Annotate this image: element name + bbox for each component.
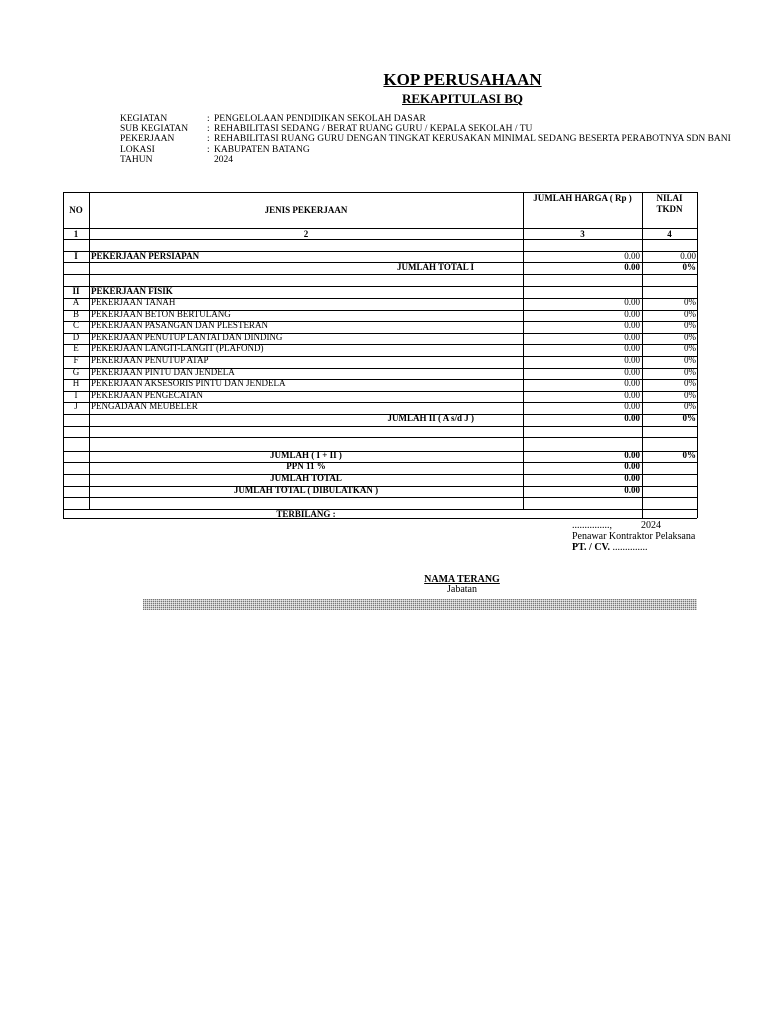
item-jumlah: 0.00: [624, 355, 640, 365]
summary-label: PPN 11 %: [286, 461, 326, 472]
info-label: KEGIATAN: [120, 114, 168, 124]
item-no: G: [72, 366, 80, 377]
summary-label: JUMLAH TOTAL ( DIBULATKAN ): [233, 484, 379, 495]
item-no: J: [74, 401, 78, 412]
item-name: PEKERJAAN LANGIT-LANGIT (PLAFOND): [91, 343, 264, 354]
item-no: C: [72, 320, 79, 331]
row-line: [63, 437, 697, 438]
total-tkdn: 0%: [682, 413, 696, 423]
section-number: I: [74, 251, 78, 261]
hatched-footer-band: [143, 599, 697, 610]
item-no: A: [72, 297, 80, 307]
info-label: PEKERJAAN: [120, 134, 175, 145]
company-dots: ..............: [609, 542, 648, 553]
item-no: D: [72, 331, 80, 342]
item-tkdn: 0%: [684, 308, 696, 319]
item-jumlah: 0.00: [624, 343, 640, 354]
info-colon: :: [207, 114, 210, 124]
item-tkdn: 0%: [684, 320, 696, 331]
header-tkdn: TKDN: [656, 204, 683, 214]
signer-name: NAMA TERANG: [424, 574, 500, 585]
item-no: I: [74, 389, 78, 400]
row-line: [63, 426, 697, 427]
item-jumlah: 0.00: [624, 320, 640, 331]
terbilang-label: TERBILANG :: [276, 508, 336, 519]
item-jumlah: 0.00: [624, 401, 640, 412]
col-number: 1: [73, 229, 79, 239]
info-label: SUB KEGIATAN: [120, 124, 189, 135]
info-value: REHABILITASI SEDANG / BERAT RUANG GURU / KEPALA SEKOLAH / TU: [214, 124, 533, 135]
summary-label: JUMLAH TOTAL: [270, 473, 342, 483]
item-no: H: [72, 378, 80, 389]
item-no: F: [73, 355, 79, 365]
item-jumlah: 0.00: [624, 308, 640, 319]
recap-table: [63, 192, 697, 518]
item-name: PENGADAAN MEUBELER: [91, 401, 198, 412]
item-no: E: [73, 343, 79, 354]
info-row-lokasi: [120, 145, 731, 155]
info-block: [120, 114, 731, 165]
signature-company: [572, 542, 647, 553]
info-label: LOKASI: [120, 144, 155, 155]
document-subtitle: REKAPITULASI BQ: [402, 91, 523, 106]
item-tkdn: 0%: [684, 343, 696, 354]
document-title: KOP PERUSAHAAN: [383, 70, 542, 89]
item-name: PEKERJAAN PASANGAN DAN PLESTERAN: [91, 320, 268, 331]
summary-jumlah: 0.00: [624, 461, 640, 472]
section-title: PEKERJAAN PERSIAPAN: [91, 251, 200, 261]
col-line: [697, 192, 698, 518]
item-name: PEKERJAAN PINTU DAN JENDELA: [91, 366, 235, 377]
info-value: KABUPATEN BATANG: [214, 144, 310, 155]
signer-position: Jabatan: [447, 584, 477, 595]
item-jumlah: 0.00: [624, 331, 640, 342]
header-nilai: NILAI: [656, 193, 683, 203]
row-line: [63, 274, 697, 275]
info-row-pekerjaan: [120, 134, 731, 144]
info-value: REHABILITASI RUANG GURU DENGAN TINGKAT KERUSAKAN MINIMAL SEDANG BESERTA PERABOTNYA SDN BANI: [214, 134, 731, 145]
col-number: 2: [303, 229, 309, 239]
info-row-kegiatan: [120, 114, 731, 124]
item-no: B: [72, 308, 79, 319]
item-name: PEKERJAAN BETON BERTULANG: [91, 308, 231, 319]
info-colon: [207, 155, 214, 165]
total-label: JUMLAH II ( A s/d J ): [387, 413, 474, 423]
signature-role: Penawar Kontraktor Pelaksana: [572, 531, 696, 542]
header-jenis-pekerjaan: JENIS PEKERJAAN: [264, 205, 348, 215]
item-tkdn: 0%: [684, 401, 696, 412]
header-no: NO: [69, 205, 83, 215]
info-row-tahun: [120, 155, 731, 165]
item-jumlah: 0.00: [624, 389, 640, 400]
section-jumlah: 0.00: [624, 251, 640, 261]
header-jumlah-harga: JUMLAH HARGA ( Rp ): [533, 193, 632, 203]
item-tkdn: 0%: [684, 389, 696, 400]
item-name: PEKERJAAN PENGECATAN: [91, 389, 204, 400]
item-tkdn: 0%: [684, 355, 696, 365]
date-year: 2024: [641, 520, 661, 531]
item-name: PEKERJAAN AKSESORIS PINTU DAN JENDELA: [91, 378, 286, 389]
total-jumlah: 0.00: [624, 413, 640, 423]
summary-jumlah: 0.00: [624, 484, 640, 495]
summary-label: JUMLAH ( I + II ): [270, 449, 342, 460]
item-name: PEKERJAAN PENUTUP LANTAI DAN DINDING: [91, 331, 283, 342]
info-value: 2024: [214, 154, 233, 165]
total-tkdn: 0%: [682, 262, 696, 272]
info-value: PENGELOLAAN PENDIDIKAN SEKOLAH DASAR: [214, 114, 426, 124]
item-tkdn: 0%: [684, 331, 696, 342]
summary-tkdn: 0%: [682, 449, 696, 460]
info-colon: :: [207, 144, 210, 155]
total-jumlah: 0.00: [624, 262, 640, 272]
summary-jumlah: 0.00: [624, 473, 640, 483]
total-label: JUMLAH TOTAL I: [396, 262, 474, 272]
col-number: 3: [580, 229, 585, 239]
company-prefix: PT. / CV.: [572, 542, 610, 553]
item-tkdn: 0%: [684, 378, 696, 389]
row-line: [63, 497, 697, 498]
section-title: PEKERJAAN FISIK: [91, 286, 173, 296]
info-label: TAHUN: [120, 154, 153, 165]
item-jumlah: 0.00: [624, 378, 640, 389]
item-jumlah: 0.00: [624, 366, 640, 377]
col-number: 4: [667, 229, 672, 239]
info-colon: :: [207, 134, 210, 145]
item-jumlah: 0.00: [624, 297, 640, 307]
section-tkdn: 0.00: [680, 251, 696, 261]
section-number: II: [72, 286, 80, 296]
signature-date: [572, 520, 661, 531]
summary-jumlah: 0.00: [624, 449, 640, 460]
date-dots: ...............,: [572, 520, 612, 531]
item-name: PEKERJAAN TANAH: [91, 297, 176, 307]
item-tkdn: 0%: [684, 297, 696, 307]
info-colon: :: [207, 124, 210, 135]
item-tkdn: 0%: [684, 366, 696, 377]
info-row-sub-kegiatan: [120, 124, 731, 134]
item-name: PEKERJAAN PENUTUP ATAP: [91, 355, 209, 365]
